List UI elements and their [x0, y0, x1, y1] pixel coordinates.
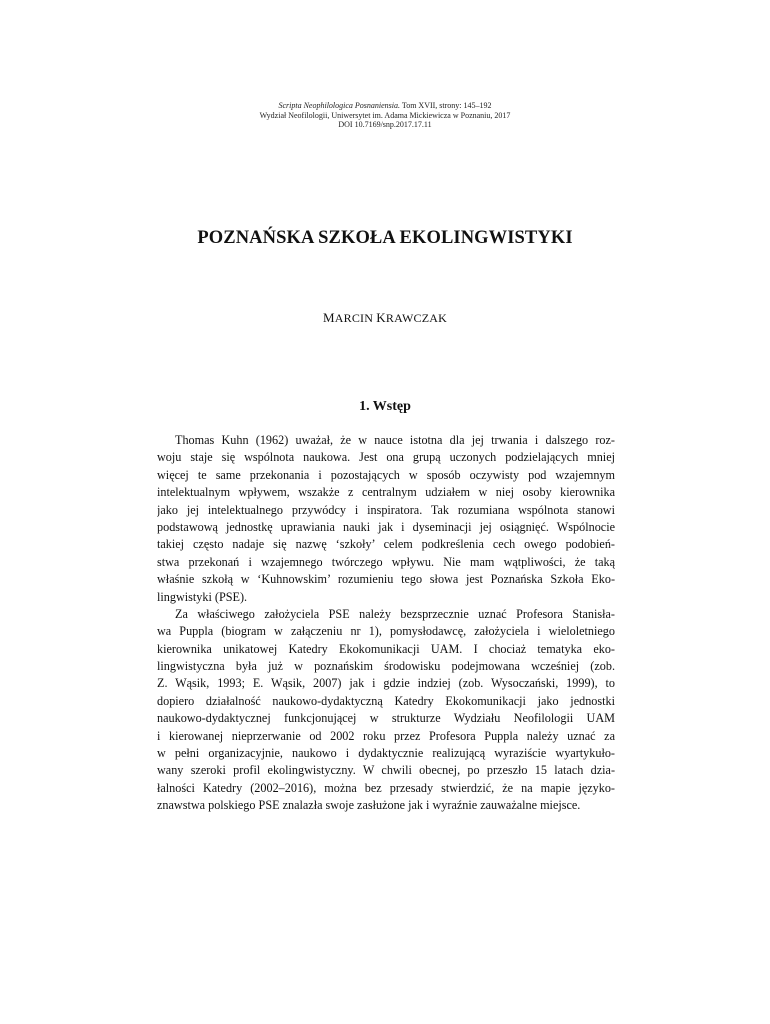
paragraph-2-line: kierownika unikatowej Katedry Ekokomunikacji UAM. I chociaż tematyka eko-: [157, 641, 615, 656]
masthead-line-1: [0, 101, 770, 111]
author-last-rest: RAWCZAK: [385, 311, 447, 325]
journal-masthead: [0, 101, 770, 130]
author-name: [0, 310, 770, 326]
paragraph-1-line: więcej te same przekonania i pozostających w sposób oczywisty pod wzajemnym: [157, 467, 615, 482]
paragraph-2-line: naukowo-dydaktycznej funkcjonującej w strukturze Wydziału Neofilologii UAM: [157, 711, 615, 726]
paragraph-1-line: podstawową jednostkę uprawiania nauki jak i dyseminacji jej osiągnięć. Wspólnocie: [157, 519, 615, 534]
paragraph-1-line: właśnie szkołą w ‘Kuhnowskim’ rozumieniu tego słowa jest Poznańska Szkoła Eko-: [157, 572, 615, 587]
paragraph-2-line: lingwistyczna była już w poznańskim środowisku podejmowana wcześniej (zob.: [157, 659, 615, 674]
paragraph-1-line: Thomas Kuhn (1962) uważał, że w nauce istotna dla jej trwania i dalszego roz-: [175, 433, 615, 447]
paragraph-2-line: i kierowanej nieprzerwanie od 2002 roku przez Profesora Puppla należy uznać za: [157, 728, 615, 743]
journal-name: Scripta Neophilologica Posnaniensia.: [278, 101, 401, 110]
paragraph-1-line: stwa przekonań i wzajemnego twórczego wpływu. Nie mam wątpliwości, że taką: [157, 554, 615, 569]
paragraph-2-line: Za właściwego założyciela PSE należy bezsprzecznie uznać Profesora Stanisła-: [175, 606, 615, 621]
author-first-rest: ARCIN: [334, 311, 374, 325]
masthead-line-2: Wydział Neofilologii, Uniwersytet im. Adama Mickiewicza w Poznaniu, 2017: [259, 110, 511, 120]
paragraph-2-line: łalności Katedry (2002–2016), można bez przesady stwierdzić, że na mapie języko-: [157, 780, 615, 795]
paragraph-2-line: Z. Wąsik, 1993; E. Wąsik, 2007) jak i gdzie indziej (zob. Wysoczański, 1999), to: [157, 676, 615, 691]
paragraph-2-line: dopiero działalność naukowo-dydaktyczną Katedry Ekokomunikacji jako jednostki: [157, 693, 615, 708]
section-heading: 1. Wstęp: [359, 399, 411, 414]
author-first-initial: M: [322, 310, 335, 325]
article-title: POZNAŃSKA SZKOŁA EKOLINGWISTYKI: [197, 228, 573, 248]
paragraph-1-line: takiej często nadaje się nazwę ‘szkoły’ celem podkreślenia cech owego podobień-: [157, 537, 615, 552]
paragraph-1-line: woju staje się wspólnota naukowa. Jest ona grupą uczonych podzielających mniej: [157, 450, 615, 465]
journal-volume-pages: Tom XVII, strony: 145–192: [400, 101, 492, 110]
body-text: [157, 432, 615, 815]
paragraph-2-line: w pełni organizacyjnie, naukowo i dydaktycznie realizującą wyraziście wyartykuło-: [157, 746, 615, 761]
doi-line: DOI 10.7169/snp.2017.17.11: [338, 120, 432, 129]
paragraph-1-line: jako jej intelektualnego przywódcy i inspiratora. Tak rozumiana wspólnota stanowi: [157, 502, 615, 517]
paragraph-1-line: lingwistyki (PSE).: [157, 589, 248, 604]
paragraph-2-line: znawstwa polskiego PSE znalazła swoje zasłużone jak i wyraźnie zauważalne miejsce.: [157, 798, 581, 813]
paragraph-1-line: intelektualnym wpływem, wszakże z centralnym udziałem w niej osoby kierownika: [157, 485, 615, 500]
author-last-initial: K: [376, 310, 386, 325]
paragraph-2-line: wa Puppla (biogram w załączeniu nr 1), pomysłodawcę, założyciela i wieloletniego: [157, 624, 615, 639]
paragraph-2-line: wany szeroki profil ekolingwistyczny. W chwili obecnej, po przeszło 15 latach dzia-: [157, 763, 615, 778]
